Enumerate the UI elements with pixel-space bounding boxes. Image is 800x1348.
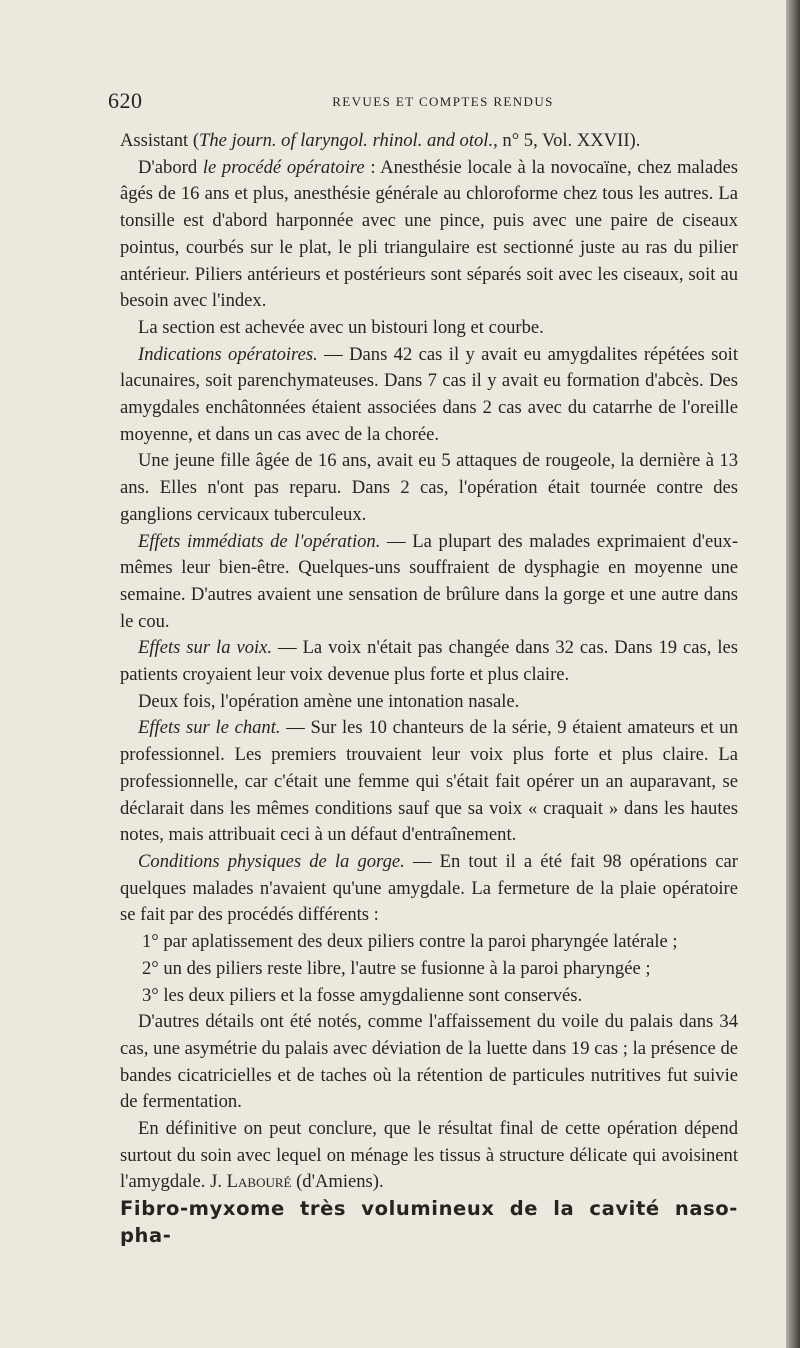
paragraph-citation — [120, 128, 738, 155]
paragraph-immediate-effects — [120, 529, 738, 636]
next-article-title: Fibro-myxome très volumineux de la cavité naso-pha- — [120, 1197, 738, 1247]
citation-suffix: n° 5, Vol. XXVII). — [497, 130, 641, 151]
paragraph-other-details: D'autres détails ont été notés, comme l'affaissement du voile du palais dans 34 cas, une asymétrie du palais avec déviation de la luette dans 19 cas ; la présence de bandes cicatricielles et de taches où la rétention de particules nutritives fut suivie de fermentation. — [120, 1011, 738, 1113]
paragraph-case: Une jeune fille âgée de 16 ans, avait eu 5 attaques de rougeole, la dernière à 13 ans. Elles n'ont pas reparu. Dans 2 cas, l'opération était tournée contre des ganglions cervicaux tuberculeux. — [120, 450, 738, 525]
page-header — [108, 88, 738, 114]
text-run: — Sur les 10 chanteurs de la série, 9 étaient amateurs et un professionnel. Les premiers trouvaient leur voix plus forte et plus claire. La professionnelle, car c'était une femme qui s'était fait opérer un an auparavant, se déclarait dans les mêmes conditions sauf que sa voix « craquait » dans les hautes notes, mais attribuait ceci à un défaut d'entraînement. — [120, 717, 739, 846]
text-run: — Dans 42 cas il y avait eu amygdalites répétées soit lacunaires, soit parenchymateuses. Dans 7 cas il y avait eu formation d'abcès. Des amygdales enchâtonnées étaient associées dans 2 cas avec du catarrhe de l'oreille moyenne, et dans un cas avec de la chorée. — [120, 343, 738, 445]
list-item-1: 1° par aplatissement des deux piliers contre la paroi pharyngée latérale ; — [142, 931, 678, 953]
text-run: D'abord — [138, 156, 203, 178]
citation-prefix: Assistant ( — [120, 130, 200, 151]
page-number: 620 — [108, 88, 143, 113]
italic-term: le procédé opératoire — [202, 156, 365, 178]
paragraph-voice-effects — [120, 635, 738, 688]
text-run: — La plupart des malades exprimaient d'eux-mêmes leur bien-être. Quelques-uns souffraient de dysphagie en moyenne une semaine. D'autres avaient une sensation de brûlure dans la gorge et une autre dans le cou. — [120, 530, 739, 632]
section-heading: Effets immédiats de l'opération. — [138, 530, 381, 552]
book-spine-shadow — [786, 0, 800, 1348]
paragraph-section: La section est achevée avec un bistouri long et courbe. — [138, 316, 544, 338]
section-heading: Effets sur le chant. — [138, 717, 281, 739]
running-title: REVUES ET COMPTES RENDUS — [332, 94, 554, 109]
text-run: En définitive on peut conclure, que le résultat final de cette opération dépend surtout du soin avec lequel on ménage les tissus à structure délicate qui avoisinent l'amygdale. — [120, 1118, 738, 1193]
signature-place: (d'Amiens). — [291, 1171, 384, 1193]
text-run: — En tout il a été fait 98 opérations car quelques malades n'avaient qu'une amygdale. La fermeture de la plaie opératoire se fait par des procédés différents : — [120, 850, 738, 926]
signature-name: Labouré — [226, 1171, 292, 1193]
text-run: : Anesthésie locale à la novocaïne, chez malades âgés de 16 ans et plus, anesthésie générale au chloroforme chez tous les autres. La tonsille est d'abord harponnée avec une pince, puis avec une paire de ciseaux pointus, courbés sur le plat, le pli triangulaire est sectionné juste au ras du pilier antérieur. Piliers antérieurs et postérieurs sont séparés soit avec les ciseaux, soit au besoin avec l'index. — [120, 156, 738, 312]
list-item-2: 2° un des piliers reste libre, l'autre se fusionne à la paroi pharyngée ; — [142, 957, 651, 979]
paragraph-procedure — [120, 155, 738, 315]
paragraph-singing-effects — [120, 715, 738, 849]
author-signature — [210, 1171, 384, 1192]
text-run: — La voix n'était pas changée dans 32 cas. Dans 19 cas, les patients croyaient leur voix devenue plus forte et plus claire. — [120, 637, 738, 686]
journal-title: The journ. of laryngol. rhinol. and otol., — [199, 130, 498, 151]
paragraph-nasal: Deux fois, l'opération amène une intonation nasale. — [138, 690, 520, 712]
paragraph-conclusion — [120, 1116, 738, 1196]
section-heading: Indications opératoires. — [138, 343, 318, 365]
section-heading: Effets sur la voix. — [138, 637, 273, 659]
list-item-3: 3° les deux piliers et la fosse amygdalienne sont conservés. — [142, 984, 583, 1006]
paragraph-indications — [120, 342, 738, 449]
paragraph-physical-conditions — [120, 849, 738, 929]
body-text — [120, 128, 738, 1250]
signature-initial: J. — [210, 1171, 227, 1193]
section-heading: Conditions physiques de la gorge. — [138, 850, 405, 872]
